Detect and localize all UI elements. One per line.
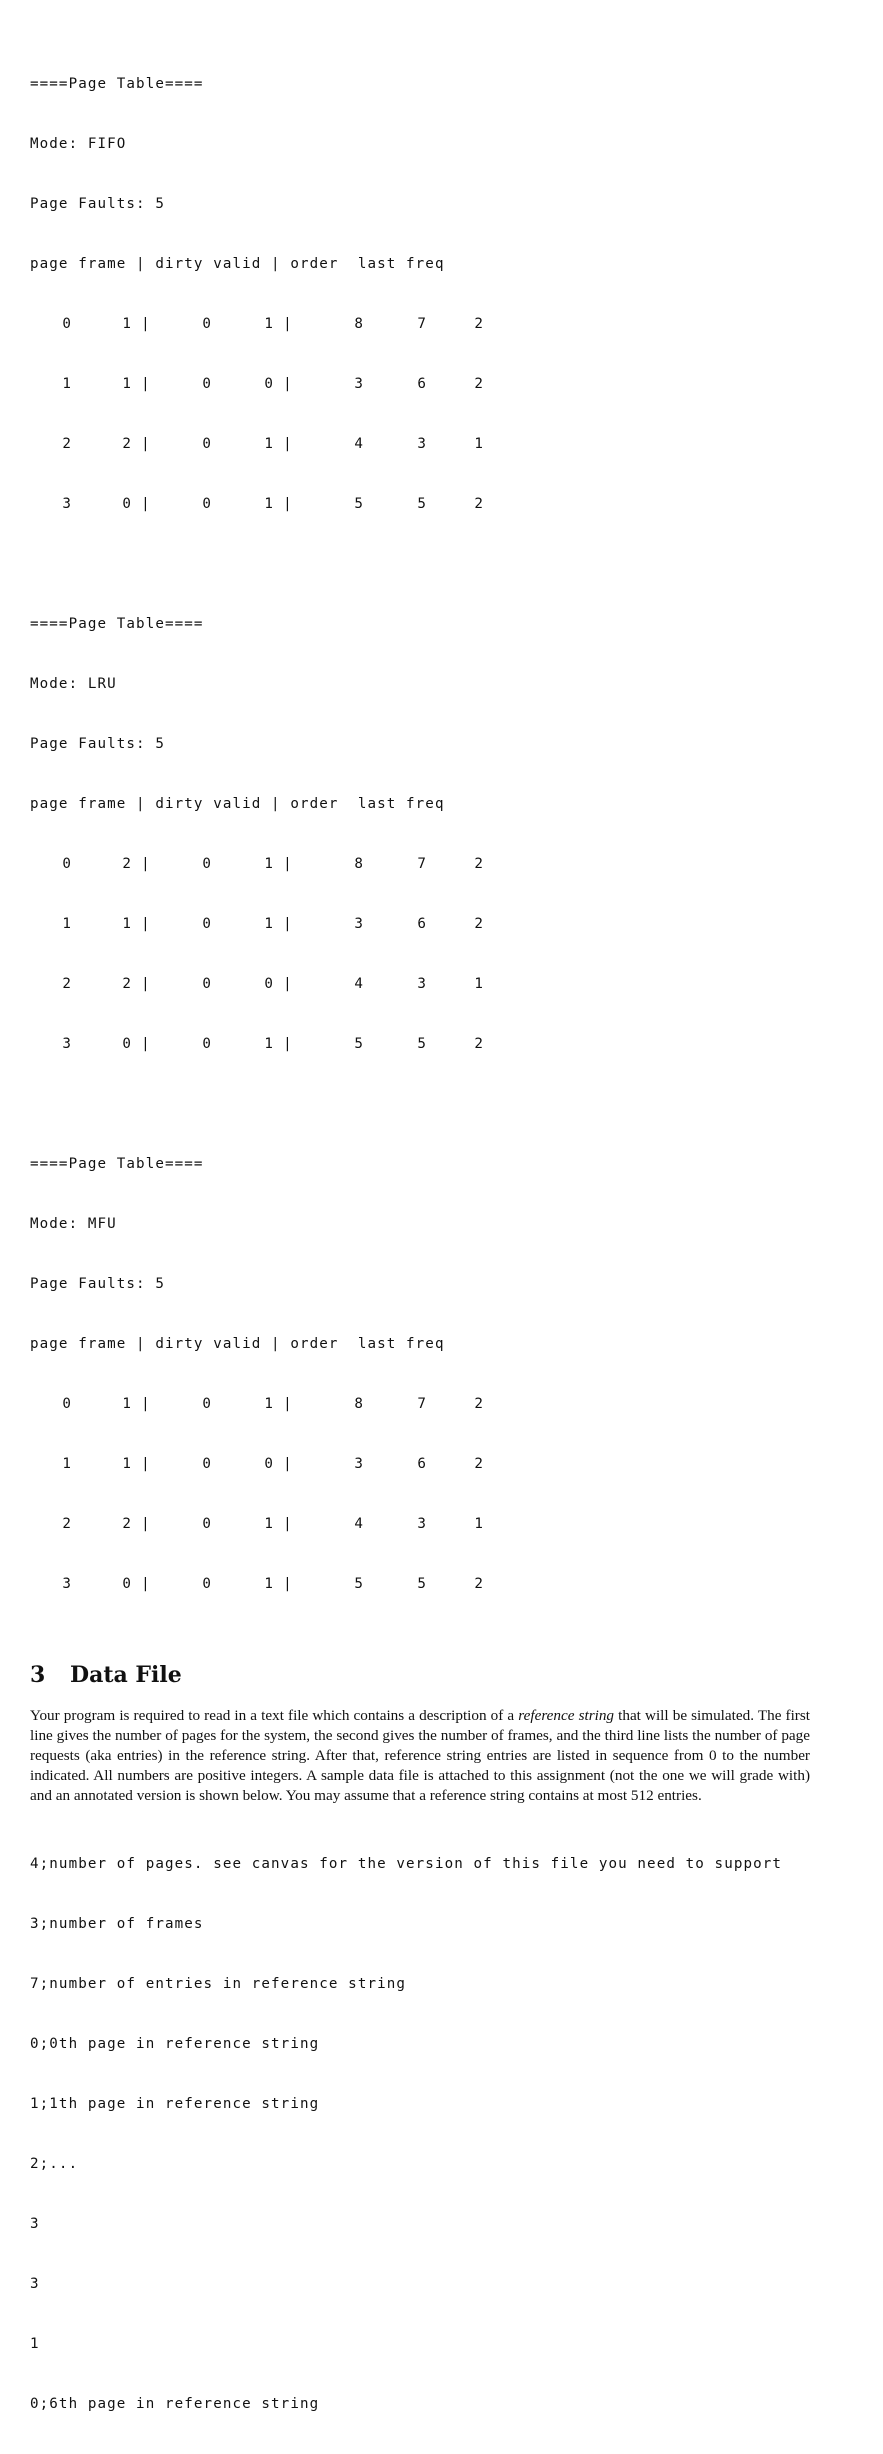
table-row <box>30 914 860 934</box>
page-table-header: page frame | dirty valid | order last freq <box>30 796 445 812</box>
column-divider: | <box>283 496 293 512</box>
cell-order: 5 <box>354 1036 364 1052</box>
cell-last: 7 <box>417 1396 427 1412</box>
column-divider: | <box>141 1516 151 1532</box>
cell-freq: 2 <box>474 916 484 932</box>
cell-order: 4 <box>354 1516 364 1532</box>
cell-dirty: 0 <box>202 1516 212 1532</box>
page-table-mode: Mode: LRU <box>30 676 117 692</box>
section-heading <box>30 1660 860 1690</box>
cell-last: 3 <box>417 436 427 452</box>
cell-valid: 1 <box>264 496 274 512</box>
page-table-faults: Page Faults: 5 <box>30 1276 165 1292</box>
table-row <box>30 1394 860 1414</box>
cell-frame: 0 <box>122 1036 132 1052</box>
cell-page: 2 <box>62 976 72 992</box>
cell-dirty: 0 <box>202 916 212 932</box>
cell-frame: 2 <box>122 1516 132 1532</box>
column-divider: | <box>141 916 151 932</box>
paragraph-text-end: that will be simulated. The first line gives the number of pages for the system, the second gives the number of frames, and the third line lists the number of page requests (aka entries) in the reference string. After that, reference string entries are listed in sequence from 0 to the number indicated. All numbers are positive integers. A sample data file is attached to this assignment (not the one we will grade with) and an annotated version is shown below. You may assume that a reference string contains at most 512 entries. <box>30 1707 810 1804</box>
column-divider: | <box>283 916 293 932</box>
column-divider: | <box>141 1396 151 1412</box>
section-number: 3 <box>30 1662 46 1688</box>
cell-last: 5 <box>417 1036 427 1052</box>
cell-freq: 2 <box>474 496 484 512</box>
cell-page: 3 <box>62 1036 72 1052</box>
table-row <box>30 434 860 454</box>
column-divider: | <box>283 316 293 332</box>
cell-dirty: 0 <box>202 1456 212 1472</box>
cell-order: 3 <box>354 916 364 932</box>
cell-order: 8 <box>354 856 364 872</box>
column-divider: | <box>141 436 151 452</box>
cell-order: 8 <box>354 1396 364 1412</box>
cell-freq: 2 <box>474 1576 484 1592</box>
cell-dirty: 0 <box>202 376 212 392</box>
page-table-mode: Mode: FIFO <box>30 136 127 152</box>
column-divider: | <box>283 1036 293 1052</box>
section-title: Data File <box>70 1662 182 1688</box>
cell-page: 0 <box>62 856 72 872</box>
column-divider: | <box>283 976 293 992</box>
page-table-faults: Page Faults: 5 <box>30 196 165 212</box>
code-line: 3;number of frames <box>30 1916 204 1932</box>
code-line: 4;number of pages. see canvas for the version of this file you need to support <box>30 1856 783 1872</box>
cell-order: 5 <box>354 1576 364 1592</box>
page-table-faults: Page Faults: 5 <box>30 736 165 752</box>
cell-dirty: 0 <box>202 316 212 332</box>
page-table-header: page frame | dirty valid | order last freq <box>30 256 445 272</box>
cell-last: 3 <box>417 976 427 992</box>
cell-order: 5 <box>354 496 364 512</box>
cell-valid: 1 <box>264 436 274 452</box>
page-table-mfu <box>30 1114 860 1634</box>
table-row <box>30 374 860 394</box>
column-divider: | <box>141 976 151 992</box>
code-line: 1;1th page in reference string <box>30 2096 320 2112</box>
cell-last: 6 <box>417 916 427 932</box>
cell-dirty: 0 <box>202 856 212 872</box>
page-table-banner: ====Page Table==== <box>30 76 204 92</box>
data-file-listing <box>30 1814 860 2454</box>
table-row <box>30 1514 860 1534</box>
cell-frame: 0 <box>122 1576 132 1592</box>
table-row <box>30 854 860 874</box>
cell-dirty: 0 <box>202 1036 212 1052</box>
column-divider: | <box>141 1576 151 1592</box>
column-divider: | <box>141 856 151 872</box>
column-divider: | <box>283 376 293 392</box>
cell-freq: 2 <box>474 316 484 332</box>
cell-valid: 1 <box>264 1516 274 1532</box>
cell-freq: 2 <box>474 1036 484 1052</box>
cell-freq: 2 <box>474 376 484 392</box>
paragraph-text-start: Your program is required to read in a text file which contains a description of a <box>30 1707 519 1724</box>
cell-last: 5 <box>417 496 427 512</box>
cell-page: 1 <box>62 1456 72 1472</box>
cell-page: 2 <box>62 1516 72 1532</box>
code-line: 7;number of entries in reference string <box>30 1976 407 1992</box>
cell-valid: 0 <box>264 1456 274 1472</box>
cell-last: 7 <box>417 316 427 332</box>
cell-order: 8 <box>354 316 364 332</box>
code-line: 0;6th page in reference string <box>30 2396 320 2412</box>
cell-frame: 0 <box>122 496 132 512</box>
cell-frame: 1 <box>122 376 132 392</box>
page-table-fifo <box>30 34 860 554</box>
table-row <box>30 1034 860 1054</box>
cell-valid: 1 <box>264 916 274 932</box>
cell-freq: 2 <box>474 1456 484 1472</box>
cell-freq: 1 <box>474 976 484 992</box>
code-line: 1 <box>30 2336 40 2352</box>
column-divider: | <box>283 1516 293 1532</box>
page-table-header: page frame | dirty valid | order last freq <box>30 1336 445 1352</box>
page-table-banner: ====Page Table==== <box>30 1156 204 1172</box>
code-line: 0;0th page in reference string <box>30 2036 320 2052</box>
cell-page: 2 <box>62 436 72 452</box>
column-divider: | <box>283 1456 293 1472</box>
cell-dirty: 0 <box>202 1576 212 1592</box>
cell-order: 4 <box>354 436 364 452</box>
cell-valid: 1 <box>264 1396 274 1412</box>
cell-order: 4 <box>354 976 364 992</box>
code-line: 3 <box>30 2276 40 2292</box>
cell-page: 0 <box>62 316 72 332</box>
table-row <box>30 314 860 334</box>
cell-valid: 1 <box>264 1576 274 1592</box>
cell-valid: 1 <box>264 856 274 872</box>
cell-page: 3 <box>62 496 72 512</box>
cell-last: 6 <box>417 1456 427 1472</box>
column-divider: | <box>141 316 151 332</box>
body-paragraph <box>30 1706 810 1806</box>
cell-last: 6 <box>417 376 427 392</box>
cell-frame: 1 <box>122 1396 132 1412</box>
cell-last: 5 <box>417 1576 427 1592</box>
code-line: 2;... <box>30 2156 79 2172</box>
cell-freq: 2 <box>474 1396 484 1412</box>
column-divider: | <box>283 436 293 452</box>
cell-valid: 0 <box>264 976 274 992</box>
document-page <box>30 34 860 2454</box>
column-divider: | <box>141 1456 151 1472</box>
column-divider: | <box>283 856 293 872</box>
cell-dirty: 0 <box>202 976 212 992</box>
cell-dirty: 0 <box>202 496 212 512</box>
cell-last: 7 <box>417 856 427 872</box>
cell-freq: 1 <box>474 436 484 452</box>
cell-valid: 0 <box>264 376 274 392</box>
cell-frame: 1 <box>122 1456 132 1472</box>
cell-frame: 1 <box>122 916 132 932</box>
code-line: 3 <box>30 2216 40 2232</box>
column-divider: | <box>283 1576 293 1592</box>
cell-page: 0 <box>62 1396 72 1412</box>
cell-frame: 2 <box>122 856 132 872</box>
cell-valid: 1 <box>264 316 274 332</box>
cell-order: 3 <box>354 376 364 392</box>
column-divider: | <box>283 1396 293 1412</box>
cell-frame: 2 <box>122 436 132 452</box>
column-divider: | <box>141 496 151 512</box>
table-row <box>30 974 860 994</box>
page-table-mode: Mode: MFU <box>30 1216 117 1232</box>
cell-freq: 1 <box>474 1516 484 1532</box>
page-table-banner: ====Page Table==== <box>30 616 204 632</box>
table-row <box>30 1574 860 1594</box>
cell-order: 3 <box>354 1456 364 1472</box>
cell-freq: 2 <box>474 856 484 872</box>
cell-dirty: 0 <box>202 436 212 452</box>
cell-last: 3 <box>417 1516 427 1532</box>
column-divider: | <box>141 376 151 392</box>
column-divider: | <box>141 1036 151 1052</box>
cell-page: 3 <box>62 1576 72 1592</box>
cell-page: 1 <box>62 376 72 392</box>
cell-frame: 2 <box>122 976 132 992</box>
table-row <box>30 1454 860 1474</box>
cell-page: 1 <box>62 916 72 932</box>
table-row <box>30 494 860 514</box>
paragraph-emphasis: reference string <box>518 1707 615 1724</box>
cell-valid: 1 <box>264 1036 274 1052</box>
cell-frame: 1 <box>122 316 132 332</box>
cell-dirty: 0 <box>202 1396 212 1412</box>
page-table-lru <box>30 574 860 1094</box>
